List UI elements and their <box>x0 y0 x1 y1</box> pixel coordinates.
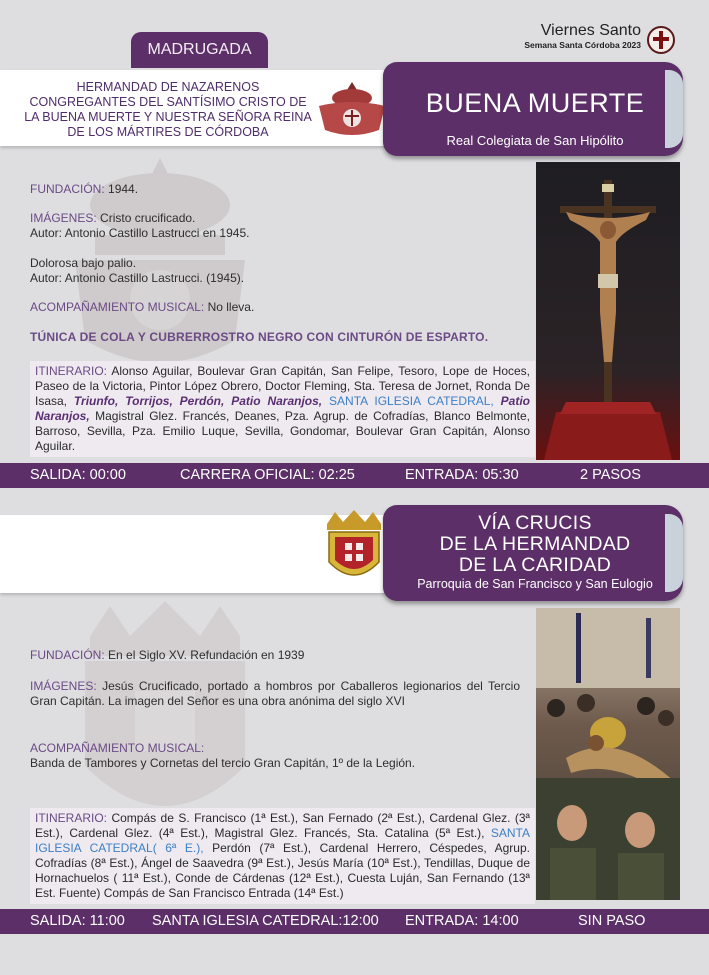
hermandad-full-name <box>18 80 318 140</box>
itinerario-catedral: SANTA IGLESIA CATEDRAL( 6ª E.), <box>35 826 530 855</box>
hermandad-name-line: DE LOS MÁRTIRES DE CÓRDOBA <box>67 125 269 139</box>
itinerario-label: ITINERARIO: <box>35 811 108 825</box>
madrugada-tab: MADRUGADA <box>131 32 268 68</box>
salida-time: SALIDA: 11:00 <box>30 913 125 929</box>
fundacion-label: FUNDACIÓN: <box>30 182 105 196</box>
musica-value: Banda de Tambores y Cornetas del tercio Gran Capitán, 1º de la Legión. <box>30 756 416 770</box>
itinerario-text: Magistral Glez. Francés, Deanes, Pza. Agrup. de Cofradías, Blanco Belmonte, Barroso, Sevilla, Pza. Emilio Luque, Sevilla, Gondomar, Boulevar Gran Capitán, Alonso Aguilar. <box>35 409 531 453</box>
entrada-time: ENTRADA: 05:30 <box>405 467 519 483</box>
musica-block <box>30 741 415 771</box>
fundacion-label: FUNDACIÓN: <box>30 648 105 662</box>
itinerario-box <box>30 361 535 457</box>
imagenes-value: Jesús Crucificado, portado a hombros por Caballeros legionarios del Tercio Gran Capitán. La imagen del Señor es una obra anónima del siglo XVI <box>30 679 520 708</box>
cross-icon <box>647 26 675 54</box>
imagen-1: Cristo crucificado. <box>100 211 196 225</box>
title-panel-edge <box>665 514 683 592</box>
day-title: Viernes Santo <box>540 22 641 39</box>
hermandad-name-line: LA BUENA MUERTE Y NUESTRA SEÑORA REINA <box>24 110 312 124</box>
autor-1: Autor: Antonio Castillo Lastrucci en 1945. <box>30 226 250 240</box>
church-name: Parroquia de San Francisco y San Eulogio <box>417 577 653 591</box>
itinerario-highlight: Triunfo, Torrijos, Perdón, Patio Naranjos, <box>73 394 323 408</box>
catedral-time: SANTA IGLESIA CATEDRAL:12:00 <box>152 913 379 929</box>
tunica-description: TÚNICA DE COLA Y CUBRERROSTRO NEGRO CON CINTURÓN DE ESPARTO. <box>30 330 489 344</box>
musica-value: No lleva. <box>207 300 255 314</box>
hermandad-name-line: CONGREGANTES DEL SANTÍSIMO CRISTO DE <box>29 95 307 109</box>
via-crucis-photo <box>536 608 680 900</box>
musica-label: ACOMPAÑAMIENTO MUSICAL: <box>30 741 205 755</box>
fundacion-value: En el Siglo XV. Refundación en 1939 <box>108 648 305 662</box>
title-panel-edge <box>665 70 683 148</box>
imagen-2: Dolorosa bajo palio. <box>30 256 137 270</box>
brotherhood-title <box>405 513 665 576</box>
autor-2: Autor: Antonio Castillo Lastrucci. (1945). <box>30 271 245 285</box>
pasos-count: SIN PASO <box>578 913 646 929</box>
imagenes-label: IMÁGENES: <box>30 211 97 225</box>
itinerario-text: Perdón (7ª Est.), Cardenal Herrero, Céspedes, Agrup. Cofradías (8ª Est.), Ángel de Saavedra (9ª Est.), Jesús María (10ª Est.), Tendillas, Duque de Hornachuelos ( 11ª Est.), Conde de Cárdenas (12ª Est.), Cuesta Luján, San Fernando (13ª Est. Fuente) Compás de San Francisco Entrada (14ª Est.) <box>35 841 530 900</box>
fundacion-value: 1944. <box>108 182 139 196</box>
fundacion-row <box>30 648 304 663</box>
imagenes-row <box>30 679 520 709</box>
cristo-photo <box>536 162 680 460</box>
horario-bar <box>0 909 709 934</box>
fundacion-row <box>30 182 138 197</box>
title-line: VÍA CRUCIS <box>478 512 592 534</box>
imagenes-block <box>30 211 249 241</box>
imagenes-label: IMÁGENES: <box>30 679 97 693</box>
title-line: DE LA CARIDAD <box>458 554 612 576</box>
caridad-shield-icon <box>323 510 385 585</box>
musica-row <box>30 300 254 315</box>
edition-subtitle: Semana Santa Córdoba 2023 <box>524 40 641 50</box>
salida-time: SALIDA: 00:00 <box>30 467 126 483</box>
itinerario-highlight: Patio Naranjos, <box>35 394 530 423</box>
itinerario-text: Compás de S. Francisco (1ª Est.), San Fernado (2ª Est.), Cardenal Glez. (3ª Est.), Cardenal Glez. (4ª Est.), Magistral Glez. Francés, Sta. Catalina (5ª Est.), <box>35 811 531 840</box>
itinerario-text: Alonso Aguilar, Boulevar Gran Capitán, San Felipe, Tesoro, Lope de Hoces, Paseo de la Victoria, Pintor López Obrero, Doctor Fleming, Sta. Teresa de Jornet, Ronda De Isasa, <box>35 364 531 408</box>
itinerario-catedral: SANTA IGLESIA CATEDRAL, <box>329 394 494 408</box>
musica-label: ACOMPAÑAMIENTO MUSICAL: <box>30 300 205 314</box>
church-name: Real Colegiata de San Hipólito <box>446 133 624 148</box>
title-line: DE LA HERMANDAD <box>439 533 631 555</box>
itinerario-box <box>30 808 535 904</box>
horario-bar <box>0 463 709 488</box>
hermandad-crest-icon <box>313 80 391 138</box>
itinerario-label: ITINERARIO: <box>35 364 108 378</box>
pasos-count: 2 PASOS <box>580 467 641 483</box>
imagen-2-block <box>30 256 244 286</box>
entrada-time: ENTRADA: 14:00 <box>405 913 519 929</box>
hermandad-name-line: HERMANDAD DE NAZARENOS <box>76 80 260 94</box>
carrera-oficial-time: CARRERA OFICIAL: 02:25 <box>180 467 355 483</box>
brotherhood-title: BUENA MUERTE <box>425 88 645 118</box>
shield-watermark <box>50 596 280 836</box>
